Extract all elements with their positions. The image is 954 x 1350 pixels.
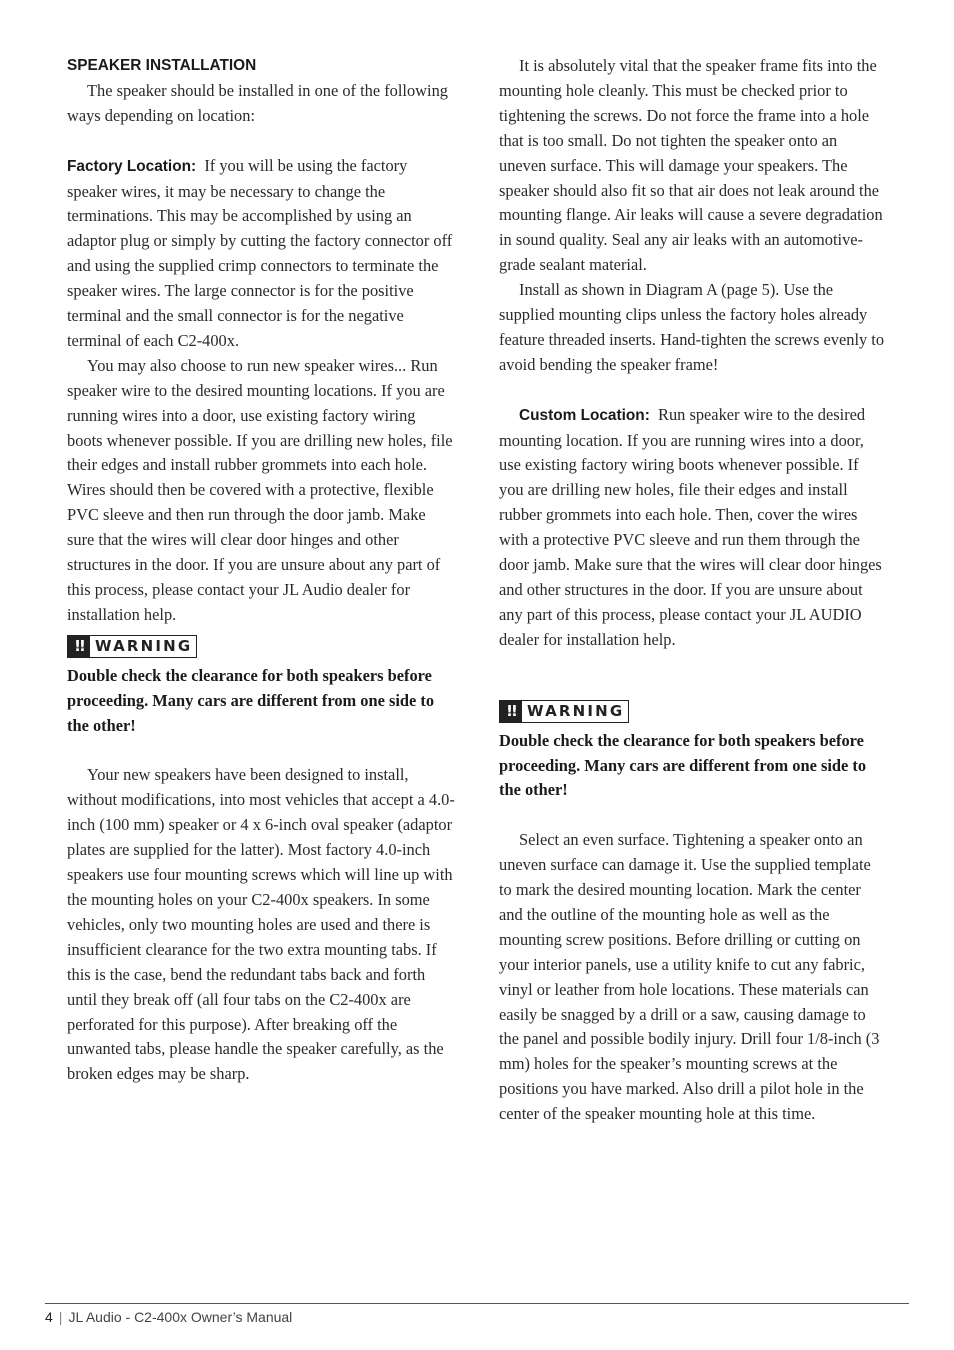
vital-paragraph: It is absolutely vital that the speaker frame fits into the mounting hole cleanly. This must be checked prior to tightening the screws. Do not force the frame into a hole that is too small. Do not tighten the speaker onto an uneven surface. This will damage your speakers. The speaker should also fit so that air does not leak around the mounting flange. Air leaks will cause a severe degradation in sound quality. Seal any air leaks with an automotive-grade sealant material. (499, 56, 883, 275)
warning-label: WARNING (95, 636, 193, 655)
section-heading: SPEAKER INSTALLATION (67, 57, 257, 74)
left-column (67, 54, 455, 1087)
warning-icon: !! (68, 636, 90, 657)
install-paragraph: Install as shown in Diagram A (page 5). Use the supplied mounting clips unless the factory holes already feature threaded inserts. Hand-tighten the screws evenly to avoid bending the speaker frame! (499, 280, 885, 374)
footer-separator: | (58, 1309, 63, 1325)
intro-paragraph: The speaker should be installed in one of the following ways depending on location: (67, 80, 448, 125)
new-wires-paragraph: You may also choose to run new speaker wires... Run speaker wire to the desired mounting locations. If you are running wires into a door, use existing factory wiring boots whenever possible. If you are drilling new holes, file their edges and install rubber grommets into each hole. Wires should then be covered with a protective, flexible PVC sleeve and then run through the door jamb. Make sure that the wires will clear door hinges and other structures in the door. If you are unsure about any part of this process, please contact your JL Audio dealer for installation help. (67, 355, 453, 624)
warning-label: WARNING (527, 701, 625, 720)
footer-divider (45, 1303, 909, 1304)
page-number: 4 (45, 1309, 53, 1325)
warning-icon: !! (500, 701, 522, 722)
custom-location-paragraph (499, 403, 887, 653)
warning-badge (67, 635, 197, 658)
design-paragraph: Your new speakers have been designed to install, without modifications, into most vehicles that accept a 4.0-inch (100 mm) speaker or 4 x 6-inch oval speaker (adaptor plates are supplied for the latter). Most factory 4.0-inch speakers use four mounting screws which will line up with the mounting holes on your C2-400x speakers. In some vehicles, only two mounting holes are used and there is insufficient clearance for the two extra mounting tabs. If this is the case, bend the redundant tabs back and forth until they break off (all four tabs on the C2-400x are perforated for this purpose). After breaking off the unwanted tabs, please handle the speaker carefully, as the broken edges may be sharp. (67, 765, 455, 1084)
footer-title: JL Audio - C2-400x Owner’s Manual (68, 1309, 293, 1325)
right-column (499, 54, 887, 1127)
warning-text: Double check the clearance for both speakers before proceeding. Many cars are different from one side to the other! (67, 665, 435, 735)
warning-text: Double check the clearance for both speakers before proceeding. Many cars are different from one side to the other! (499, 730, 867, 800)
factory-location-label: Factory Location: (67, 157, 197, 175)
factory-location-text: If you will be using the factory speaker wires, it may be necessary to change the terminations. This may be accomplished by using an adaptor plug or simply by cutting the factory connector off and using the supplied crimp connectors to terminate the speaker wires. The large connector is for the positive terminal and the small connector is for the negative terminal of each C2-400x. (67, 155, 453, 350)
surface-paragraph: Select an even surface. Tightening a speaker onto an uneven surface can damage it. Use the supplied template to mark the desired mounting location. Mark the center and the outline of the mounting hole as well as the mounting screw positions. Before drilling or cutting on your interior panels, use a utility knife to cut any fabric, vinyl or leather from hole locations. These materials can easily be snagged by a drill or a saw, causing damage to the panel and possible bodily injury. Drill four 1/8-inch (3 mm) holes for the speaker’s mounting screws at the positions you have marked. Also drill a pilot hole in the center of the speaker mounting hole at this time. (499, 830, 880, 1124)
factory-location-paragraph (67, 154, 455, 354)
warning-badge (499, 700, 629, 723)
page-footer (45, 1309, 292, 1325)
custom-location-label: Custom Location: (519, 406, 650, 424)
custom-location-text: Run speaker wire to the desired mounting location. If you are running wires into a door, use existing factory wiring boots whenever possible. If you are drilling new holes, file their edges and install rubber grommets into each hole. Then, cover the wires with a protective PVC sleeve and run them through the door jamb. Make sure that the wires will clear door hinges and other structures in the door. If you are unsure about any part of this process, please contact your JL AUDIO dealer for installation help. (499, 404, 882, 649)
